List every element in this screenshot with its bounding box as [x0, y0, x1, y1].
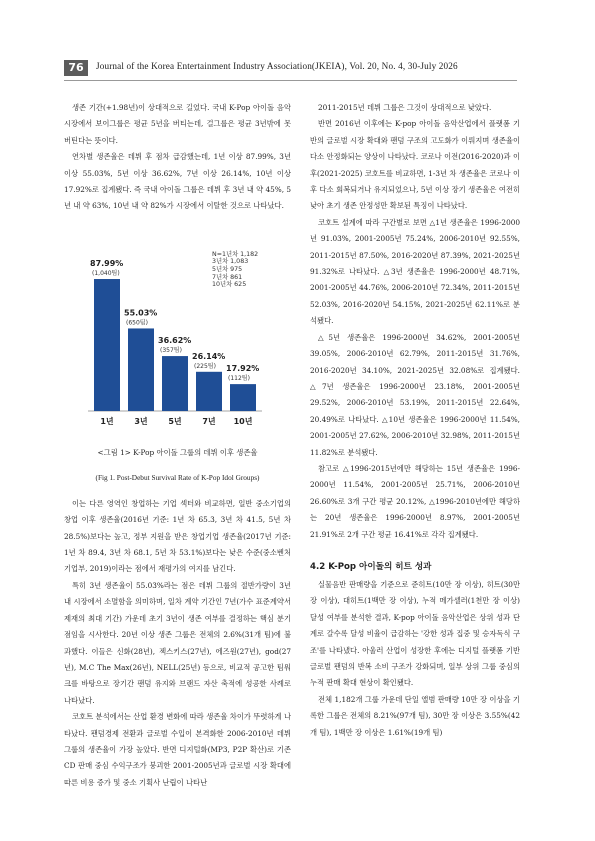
paragraph: 생존 기간(+1.98년)이 상대적으로 길었다. 국내 K-Pop 아이돌 음악 시장에서 보이그룹은 평균 5년을 버티는데, 걸그룹은 평균 3년밖에 못 버틴다는 뜻이다. [64, 103, 291, 145]
legend-line: 3년차 1,083 [212, 258, 249, 266]
bar [94, 279, 120, 411]
legend-line: 5년차 975 [212, 266, 243, 274]
bar-count-label: (225팀) [194, 362, 216, 370]
paragraph: 이는 다른 영역인 창업하는 기업 섹터와 비교하면, 일반 중소기업의 창업 이후 생존율(2016년 기준: 1년 차 65.3, 3년 차 41.5, 5년 차 28.5%)보다는 높고, 정부 지원을 받은 창업기업 생존율(2017년 기준: 1년 차 89.4, 3년 차 68.1, 5년 차 53.1%)보다는 낮은 수준(중소벤처기업부, 2019)이라는 점에서 재평가의 여지를 남긴다. [64, 498, 291, 574]
bar-count-label: (112팀) [228, 374, 250, 382]
x-tick-label: 10년 [233, 416, 253, 426]
legend-line: 10년차 625 [212, 281, 247, 289]
bar-value-label: 36.62% [158, 335, 192, 345]
x-tick-label: 3년 [134, 416, 148, 426]
bar-value-label: 26.14% [192, 351, 226, 361]
bar [128, 328, 154, 411]
page-number: 76 [64, 60, 88, 76]
paragraph: 코호트 분석에서는 산업 환경 변화에 따라 생존율 차이가 뚜렷하게 나타났다. 팬덤경제 전환과 글로벌 수입이 본격화한 2006-2010년 데뷔 그룹의 생존율이 가장 높았다. 반면 디지털화(MP3, P2P 확산)로 기존 CD 판매 중심 수익구조가 붕괴한 2001-2005년과 글로벌 시장 확대에 따른 비용 증가 및 중소 기획사 난립이 나타난 [64, 712, 291, 787]
bar-value-label: 55.03% [124, 308, 158, 318]
paragraph: 실물음반 판매량을 기준으로 준히트(10만 장 이상), 히트(30만 장 이상), 대히트(1백만 장 이상), 누적 메가셀러(1천만 장 이상) 달성 여부를 분석한 결과, K-pop 아이돌 음악산업은 상위 성과 단계로 갈수록 달성 비율이 급감하는 '강한 성과 집중 및 승자독식 구조'를 나타냈다. 아울러 산업이 성장한 후에는 디지털 플랫폼 기반 글로벌 팬덤의 반복 소비 구조가 강화되며, 일부 상위 그룹 중심의 누적 판매 확대 현상이 확인됐다. [310, 579, 520, 688]
paragraph: 전체 1,182개 그룹 가운데 단일 앨범 판매량 10만 장 이상을 기록한 그룹은 전체의 8.21%(97개 팀), 30만 장 이상은 3.55%(42개 팀), 1백만 장 이상은 1.61%(19개 팀) [310, 694, 520, 737]
paragraph: 연차별 생존율은 데뷔 후 점차 급감했는데, 1년 이상 87.99%, 3년 이상 55.03%, 5년 이상 36.62%, 7년 이상 26.14%, 10년 이상 17.92%로 집계됐다. 즉 국내 아이돌 그룹은 데뷔 후 3년 내 약 45%, 5년 내 약 63%, 10년 내 약 82%가 시장에서 이탈한 것으로 나타났다. [64, 152, 291, 211]
bar-count-label: (650팀) [126, 319, 148, 327]
figure-caption-en: (Fig 1. Post-Debut Survival Rate of K-Pop Idol Groups) [95, 472, 260, 482]
paragraph: △5년 생존율은 1996-2000년 34.62%, 2001-2005년 39.05%, 2006-2010년 62.79%, 2011-2015년 31.76%, 2016-2020년 34.10%, 2021-2025년 32.08%로 집계됐다. △7년 생존율은 1996-2000년 23.18%, 2001-2005년 29.52%, 2006-2010년 53.19%, 2011-2015년 22.64%, 20.49%로 나타났다. △10년 생존율은 1996-2000년 11.54%, 2001-2005년 27.62%, 2006-2010년 32.98%, 2011-2015년 11.82%로 분석됐다. [310, 332, 520, 457]
paragraph: 2011-2015년 데뷔 그룹은 그것이 상대적으로 낮았다. [318, 103, 492, 112]
figure-caption-kr: <그림 1> K-Pop 아이돌 그룹의 데뷔 이후 생존율 [97, 447, 258, 457]
bar-count-label: (1,040팀) [92, 269, 120, 277]
paragraph: 코호트 설계에 따라 구간별로 보면 △1년 생존율은 1996-2000년 91.03%, 2001-2005년 75.24%, 2006-2010년 92.55%, 2011-2015년 87.50%, 2016-2020년 87.39%, 2021-2025년 91.32%로 나타났다. △3년 생존율은 1996-2000년 48.71%, 2001-2005년 44.76%, 2006-2010년 72.34%, 2011-2015년 52.03%, 2016-2020년 54.15%, 2021-2025년 62.11%로 분석됐다. [310, 217, 520, 326]
section-heading: 4.2 K-Pop 아이돌의 히트 성과 [310, 561, 432, 572]
running-header [64, 60, 517, 76]
bar [196, 372, 222, 411]
bar-value-label: 87.99% [90, 258, 124, 268]
survival-chart [64, 221, 291, 446]
paragraph: 특히 3년 생존율이 55.03%라는 점은 데뷔 그룹의 절반가량이 3년 내 시장에서 소멸함을 의미하며, 일차 계약 기간인 7년(가수 표준계약서 제재의 최대 기간) 가운데 초기 3년이 생존 여부를 결정하는 핵심 분기점임을 시사한다. 20년 이상 생존 그룹은 전체의 2.6%(31개 팀)에 불과했다. 이들은 신화(28년), 젝스키스(27년), 에즈원(27년), god(27년), M.C The Max(26년), NELL(25년) 등으로, 비교적 공고한 팀워크를 바탕으로 장기간 팬덤 유지와 브랜드 자산 축적에 성공한 사례로 나타났다. [64, 580, 291, 705]
bar-count-label: (357팀) [160, 346, 182, 354]
bar [162, 356, 188, 411]
paragraph: 참고로 △1996-2015년에만 해당하는 15년 생존율은 1996-2000년 11.54%, 2001-2005년 25.71%, 2006-2010년 26.60%로 3개 구간 평균 20.12%, △1996-2010년에만 해당하는 20년 생존율은 1996-2000년 8.97%, 2001-2005년 21.91%로 2개 구간 평균 16.41%로 각각 집계됐다. [310, 463, 520, 539]
journal-title: Journal of the Korea Entertainment Industry Association(JKEIA), Vol. 20, No. 4, 30-July 2026 [96, 61, 458, 71]
x-tick-label: 7년 [202, 416, 216, 426]
chart-legend [212, 251, 258, 289]
x-tick-label: 5년 [168, 416, 182, 426]
legend-line: 7년차 861 [212, 273, 243, 281]
bar-value-label: 17.92% [226, 363, 260, 373]
paragraph: 반면 2016년 이후에는 K-pop 아이돌 음악산업에서 플랫폼 기반의 글로벌 시장 확대와 팬덤 구조의 고도화가 이뤄지며 생존율이 다소 안정화되는 양상이 나타났다. 코로나 이전(2016-2020)과 이후(2021-2025) 코호트를 비교하면, 1-3년 차 생존율은 코로나 이후 다소 회복되거나 유지되었으나, 5년 이상 장기 생존율은 여전히 낮아 초기 생존 안정성만 확보된 특징이 나타났다. [310, 119, 520, 211]
right-column [310, 100, 520, 741]
x-tick-label: 1년 [100, 416, 114, 426]
header-rule [64, 80, 517, 81]
legend-line: N=1년차 1,182 [212, 250, 259, 258]
bar [230, 384, 256, 411]
left-column [64, 100, 291, 791]
